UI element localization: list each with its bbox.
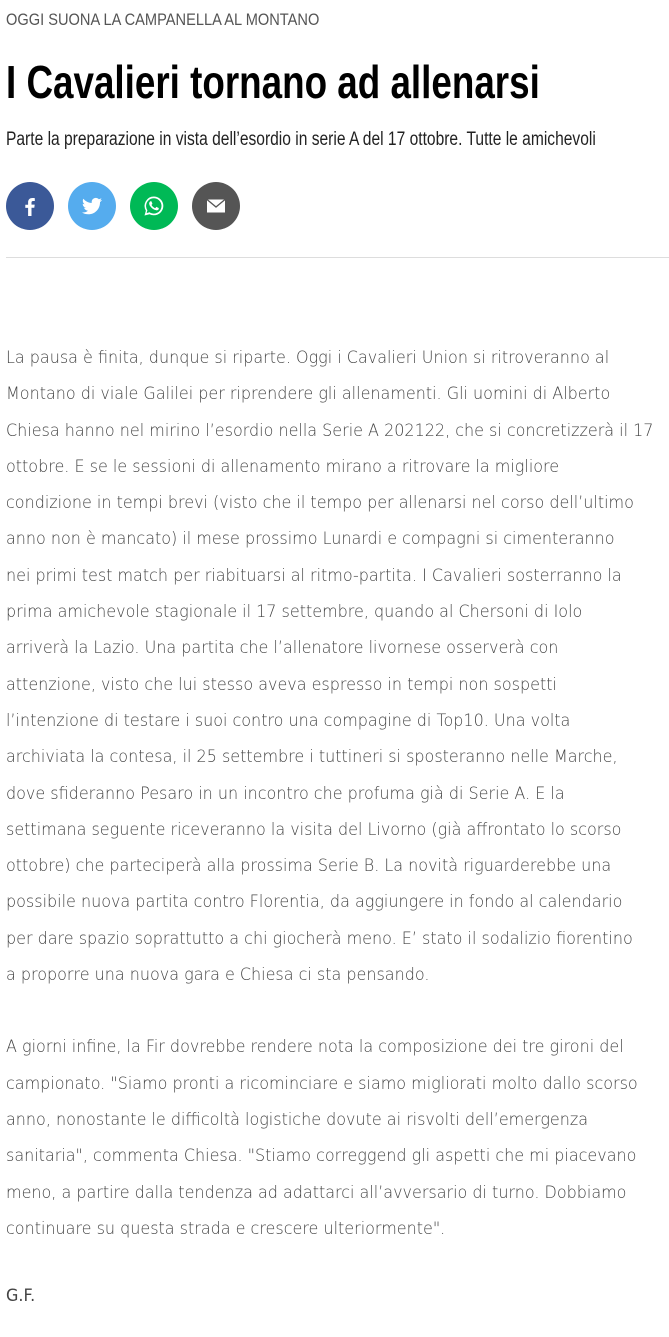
text-line: a proporre una nuova gara e Chiesa ci sta pensando.	[6, 965, 430, 986]
article-title: I Cavalieri tornano ad allenarsi	[6, 56, 540, 108]
text-line: Montano di viale Galilei per riprendere gli allenamenti. Gli uomini di Alberto	[6, 384, 611, 405]
text-line: ottobre) che parteciperà alla prossima Serie B. La novità riguarderebbe una	[6, 856, 612, 877]
email-icon	[204, 194, 228, 218]
twitter-icon	[80, 194, 104, 218]
text-line: settimana seguente riceveranno la visita del Livorno (già affrontato lo scorso	[6, 819, 622, 840]
article-subtitle: Parte la preparazione in vista dell’esordio in serie A del 17 ottobre. Tutte le amichevoli	[6, 129, 596, 150]
text-line: anno, nonostante le difficoltà logistiche dovute ai risvolti dell’emergenza	[6, 1109, 589, 1130]
facebook-icon	[18, 194, 42, 218]
text-line: La pausa è finita, dunque si riparte. Oggi i Cavalieri Union si ritroveranno al	[6, 348, 610, 368]
share-email-button[interactable]	[192, 182, 240, 230]
text-line: A giorni infine, la Fir dovrebbe rendere nota la composizione dei tre gironi del	[6, 1037, 624, 1058]
share-facebook-button[interactable]	[6, 182, 54, 230]
text-line: nei primi test match per riabituarsi al ritmo-partita. I Cavalieri sosterranno la	[6, 565, 622, 586]
text-line: dove sfideranno Pesaro in un incontro che profuma già di Serie A. E la	[6, 783, 565, 804]
text-line: campionato. "Siamo pronti a ricominciare e siamo migliorati molto dallo scorso	[6, 1073, 638, 1094]
article-signature: G.F.	[6, 1286, 36, 1306]
text-line: continuare su questa strada e crescere ulteriormente".	[6, 1218, 446, 1239]
text-line: Chiesa hanno nel mirino l’esordio nella Serie A 202122, che si concretizzerà il 17	[6, 420, 654, 441]
text-line: archiviata la contesa, il 25 settembre i tuttineri si sposteranno nelle Marche,	[6, 747, 618, 768]
text-line: prima amichevole stagionale il 17 settembre, quando al Chersoni di Iolo	[6, 602, 583, 623]
text-line: possibile nuova partita contro Florentia, da aggiungere in fondo al calendario	[6, 892, 623, 913]
article-kicker: OGGI SUONA LA CAMPANELLA AL MONTANO	[6, 10, 320, 29]
text-line: ottobre. E se le sessioni di allenamento mirano a ritrovare la migliore	[6, 456, 560, 477]
text-line: per dare spazio soprattutto a chi giocherà meno. E’ stato il sodalizio fiorentino	[6, 928, 633, 949]
share-bar	[6, 182, 240, 230]
whatsapp-icon	[142, 194, 166, 218]
text-line: condizione in tempi brevi (visto che il tempo per allenarsi nel corso dell’ultimo	[6, 493, 634, 514]
text-line: attenzione, visto che lui stesso aveva espresso in tempi non sospetti	[6, 674, 557, 695]
article-paragraph-1	[6, 340, 669, 993]
text-line: anno non è mancato) il mese prossimo Lunardi e compagni si cimenteranno	[6, 529, 615, 550]
share-twitter-button[interactable]	[68, 182, 116, 230]
article-paragraph-2	[6, 1029, 669, 1247]
text-line: arriverà la Lazio. Una partita che l’allenatore livornese osserverà con	[6, 638, 559, 659]
article-body	[6, 340, 669, 1283]
share-whatsapp-button[interactable]	[130, 182, 178, 230]
text-line: sanitaria", commenta Chiesa. "Stiamo correggend gli aspetti che mi piacevano	[6, 1146, 637, 1167]
text-line: l’intenzione di testare i suoi contro una compagine di Top10. Una volta	[6, 710, 571, 731]
header-divider	[6, 257, 669, 258]
text-line: meno, a partire dalla tendenza ad adattarci all’avversario di turno. Dobbiamo	[6, 1182, 627, 1203]
